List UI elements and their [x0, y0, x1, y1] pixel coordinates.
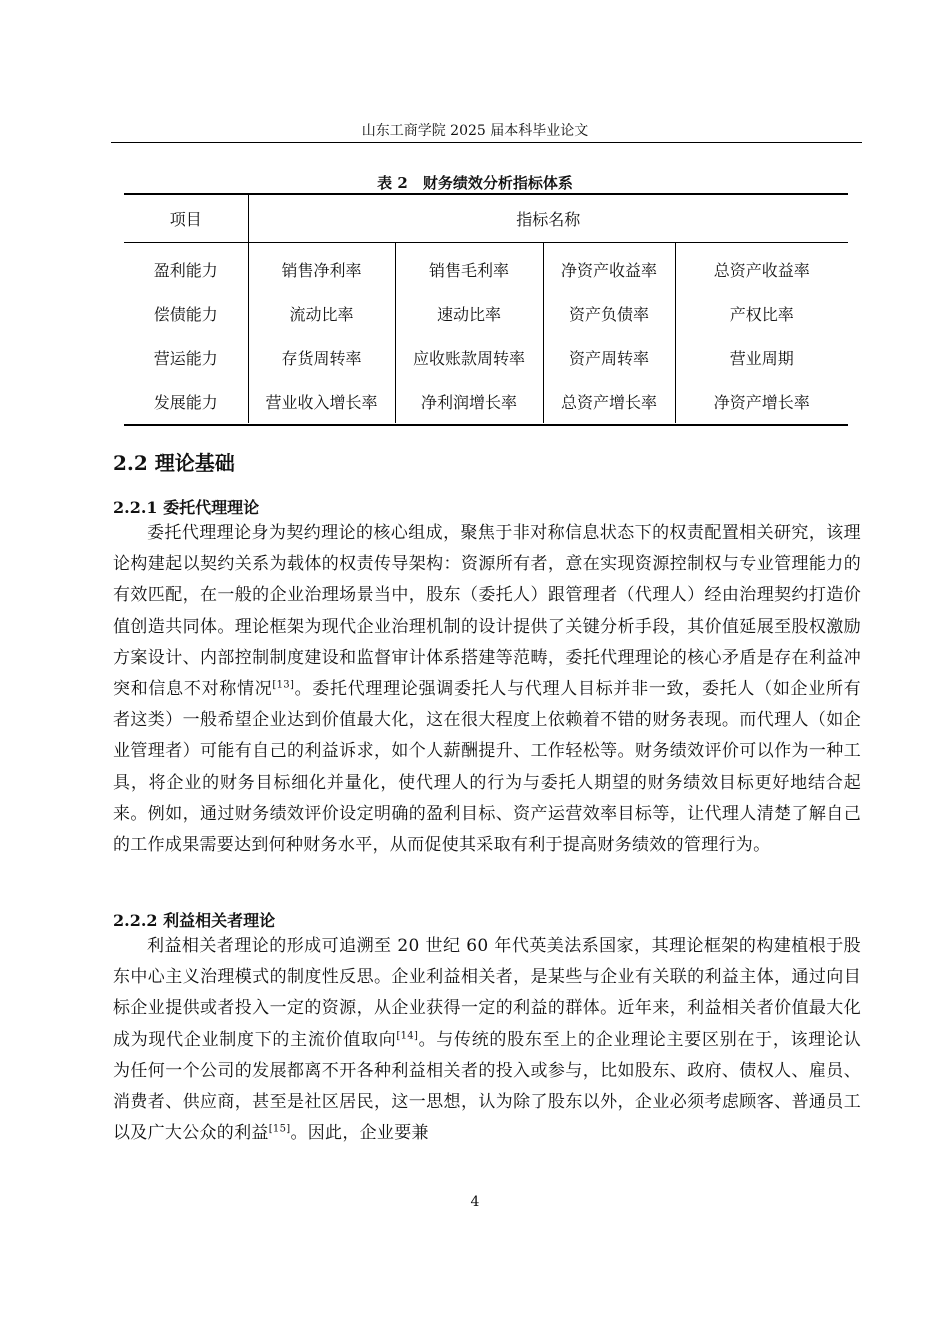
table-bottom-rule: [124, 424, 848, 426]
stakeholder-theory-paragraph: [113, 931, 861, 1149]
agency-theory-paragraph: [113, 518, 861, 861]
paragraph-text: 利益相关者理论的形成可追溯至 20 世纪 60 年代英美法系国家，其理论框架的构建植根于股东中心主义治理模式的制度性反思。企业利益相关者，是某些与企业有关联的利益主体，通过向目标企业提供或者投入一定的资源，从企业获得一定的利益的群体。近年来，利益相关者价值最大化成为现代企业制度下的主流价值取向: [113, 936, 861, 1050]
table-cell: 净利润增长率: [395, 379, 543, 423]
row-category: 盈利能力: [153, 260, 218, 280]
header-divider: [111, 142, 862, 143]
column-header-indicator: 指标名称: [248, 194, 848, 243]
column-header-item: 项目: [124, 194, 248, 243]
table-cell: 资产负债率: [543, 291, 675, 335]
table-cell: 销售毛利率: [395, 243, 543, 292]
table-row: [124, 243, 848, 292]
table-cell: 存货周转率: [248, 335, 395, 379]
row-category: 偿债能力: [153, 304, 218, 324]
row-category: 发展能力: [153, 392, 218, 412]
citation: [15]: [268, 1123, 291, 1135]
table-cell: 资产周转率: [543, 335, 675, 379]
table-cell: 净资产收益率: [543, 243, 675, 292]
section-heading: 2.2 理论基础: [113, 451, 235, 475]
table-caption: 表 2 财务绩效分析指标体系: [377, 174, 573, 192]
table-row: [124, 291, 848, 335]
table-row: [124, 335, 848, 379]
row-category: 营运能力: [153, 348, 218, 368]
table-cell: 应收账款周转率: [395, 335, 543, 379]
paragraph-text: 。因此，企业要兼: [290, 1123, 429, 1144]
citation: [14]: [396, 1029, 419, 1041]
table-cell: 流动比率: [248, 291, 395, 335]
running-header: 山东工商学院 2025 届本科毕业论文: [361, 123, 589, 139]
paragraph-text: 委托代理理论身为契约理论的核心组成，聚焦于非对称信息状态下的权责配置相关研究，该理论构建起以契约关系为载体的权责传导架构：资源所有者，意在实现资源控制权与专业管理能力的有效匹配，在一般的企业治理场景当中，股东（委托人）跟管理者（代理人）经由治理契约打造价值创造共同体。理论框架为现代企业治理机制的设计提供了关键分析手段，其价值延展至股权激励方案设计、内部控制制度建设和监督审计体系搭建等范畴，委托代理理论的核心矛盾是存在利益冲突和信息不对称情况: [113, 523, 861, 700]
table-row: [124, 379, 848, 423]
table-cell: 营业收入增长率: [248, 379, 395, 423]
paragraph-text: 。委托代理理论强调委托人与代理人目标并非一致，委托人（如企业所有者这类）一般希望企业达到价值最大化，这在很大程度上依赖着不错的财务表现。而代理人（如企业管理者）可能有自己的利益诉求，如个人薪酬提升、工作轻松等。财务绩效评价可以作为一种工具，将企业的财务目标细化并量化，使代理人的行为与委托人期望的财务绩效目标更好地结合起来。例如，通过财务绩效评价设定明确的盈利目标、资产运营效率目标等，让代理人清楚了解自己的工作成果需要达到何种财务水平，从而促使其采取有利于提高财务绩效的管理行为。: [113, 679, 861, 856]
table-cell: 总资产增长率: [543, 379, 675, 423]
subsection-heading-agency: 2.2.1 委托代理理论: [113, 498, 260, 517]
subsection-heading-stakeholder: 2.2.2 利益相关者理论: [113, 911, 276, 930]
paragraph-text: 。与传统的股东至上的企业理论主要区别在于，该理论认为任何一个公司的发展都离不开各种利益相关者的投入或参与，比如股东、政府、债权人、雇员、消费者、供应商，甚至是社区居民，这一思想，认为除了股东以外，企业必须考虑顾客、普通员工以及广大公众的利益: [113, 1029, 861, 1144]
indicator-table: [124, 194, 848, 423]
table-cell: 销售净利率: [248, 243, 395, 292]
table-cell: 净资产增长率: [675, 379, 848, 423]
table-cell: 产权比率: [675, 291, 848, 335]
table-cell: 营业周期: [675, 335, 848, 379]
table-cell: 速动比率: [395, 291, 543, 335]
table-header-row: [124, 194, 848, 243]
table-cell: 总资产收益率: [675, 243, 848, 292]
citation: [13]: [272, 679, 295, 691]
page-number: 4: [470, 1194, 480, 1210]
